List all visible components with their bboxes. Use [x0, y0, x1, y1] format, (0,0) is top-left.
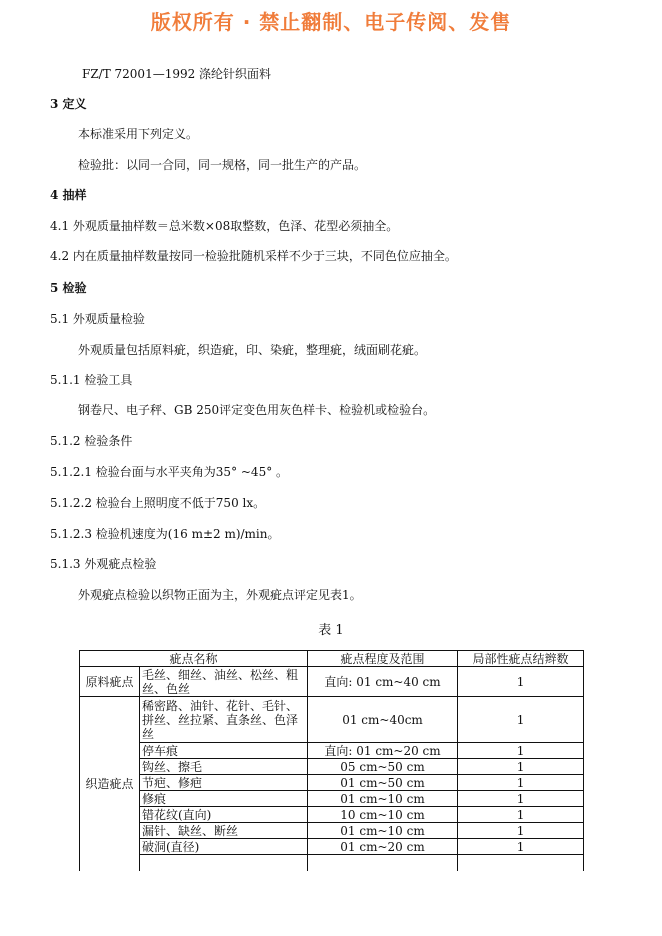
defect-name-cell: 毛丝、细丝、油丝、松丝、粗丝、色丝 — [140, 667, 308, 697]
defect-count-cell: 1 — [458, 697, 584, 743]
section-3-heading: 3 定义 — [50, 97, 87, 111]
table-row — [80, 743, 584, 759]
defect-name-cell: 修痕 — [140, 791, 308, 807]
defect-count-cell: 1 — [458, 807, 584, 823]
defect-range-cell: 01 cm~50 cm — [308, 775, 458, 791]
table-row — [80, 839, 584, 855]
table-header-row — [80, 651, 584, 667]
table-row — [80, 667, 584, 697]
category-cell: 织造疵点 — [80, 697, 140, 871]
section-5-1-2: 5.1.2 检验条件 — [50, 434, 133, 448]
standard-header: FZ/T 72001—1992 涤纶针织面料 — [82, 67, 272, 81]
section-3-paragraph-1: 本标准采用下列定义。 — [78, 127, 199, 141]
defect-name-cell: 漏针、缺丝、断丝 — [140, 823, 308, 839]
section-3-paragraph-2: 检验批：以同一合同，同一规格，同一批生产的产品。 — [78, 158, 367, 172]
section-5-1-3: 5.1.3 外观疵点检验 — [50, 557, 157, 571]
table-row — [80, 791, 584, 807]
defect-range-cell: 01 cm~10 cm — [308, 823, 458, 839]
defect-name-cell: 停车痕 — [140, 743, 308, 759]
section-5-1-1: 5.1.1 检验工具 — [50, 373, 133, 387]
section-5-1-1-paragraph: 钢卷尺、电子秤、GB 250评定变色用灰色样卡、检验机或检验台。 — [78, 403, 436, 417]
table-row — [80, 823, 584, 839]
copyright-banner: 版权所有 · 禁止翻制、电子传阅、发售 — [150, 10, 512, 34]
defect-range-cell: 01 cm~20 cm — [308, 839, 458, 855]
defect-name-cell: 破洞(直径) — [140, 839, 308, 855]
defect-count-cell: 1 — [458, 839, 584, 855]
defect-count-cell: 1 — [458, 775, 584, 791]
defect-name-cell — [140, 855, 308, 871]
defect-name-cell: 错花纹(直向) — [140, 807, 308, 823]
section-5-1-2-1: 5.1.2.1 检验台面与水平夹角为35° ~45° 。 — [50, 465, 289, 479]
section-4-2: 4.2 内在质量抽样数量按同一检验批随机采样不少于三块，不同色位应抽全。 — [50, 249, 457, 263]
defect-count-cell: 1 — [458, 743, 584, 759]
defect-name-cell: 节疤、修疤 — [140, 775, 308, 791]
table-row — [80, 759, 584, 775]
table-row — [80, 807, 584, 823]
section-4-heading: 4 抽样 — [50, 188, 87, 202]
defect-range-cell: 01 cm~40cm — [308, 697, 458, 743]
header-defect-name: 疵点名称 — [80, 651, 308, 667]
section-5-1-2-2: 5.1.2.2 检验台上照明度不低于750 lx。 — [50, 496, 266, 510]
header-defect-range: 疵点程度及范围 — [308, 651, 458, 667]
section-5-1-3-paragraph: 外观疵点检验以织物正面为主，外观疵点评定见表1。 — [78, 588, 362, 602]
defect-count-cell: 1 — [458, 823, 584, 839]
defect-range-cell: 10 cm~10 cm — [308, 807, 458, 823]
defect-count-cell: 1 — [458, 667, 584, 697]
defect-table — [79, 650, 584, 871]
defect-range-cell: 直向: 01 cm~40 cm — [308, 667, 458, 697]
section-5-1-2-3: 5.1.2.3 检验机速度为(16 m±2 m)/min。 — [50, 527, 280, 541]
defect-count-cell: 1 — [458, 759, 584, 775]
table-row — [80, 697, 584, 743]
section-5-1-paragraph: 外观质量包括原料疵，织造疵，印、染疵，整理疵，绒面刷花疵。 — [78, 343, 427, 357]
table-row — [80, 775, 584, 791]
defect-range-cell: 05 cm~50 cm — [308, 759, 458, 775]
defect-range-cell — [308, 855, 458, 871]
defect-count-cell: 1 — [458, 791, 584, 807]
section-5-1: 5.1 外观质量检验 — [50, 312, 145, 326]
defect-name-cell: 钩丝、擦毛 — [140, 759, 308, 775]
table-row — [80, 855, 584, 871]
defect-range-cell: 直向: 01 cm~20 cm — [308, 743, 458, 759]
defect-range-cell: 01 cm~10 cm — [308, 791, 458, 807]
table-caption: 表 1 — [318, 623, 344, 638]
section-5-heading: 5 检验 — [50, 281, 87, 295]
category-cell: 原料疵点 — [80, 667, 140, 697]
section-4-1: 4.1 外观质量抽样数＝总米数×08取整数，色泽、花型必须抽全。 — [50, 219, 399, 233]
header-defect-count: 局部性疵点结辫数 — [458, 651, 584, 667]
defect-name-cell: 稀密路、油针、花针、毛针、拼丝、丝拉紧、直条丝、色泽丝 — [140, 697, 308, 743]
defect-count-cell — [458, 855, 584, 871]
